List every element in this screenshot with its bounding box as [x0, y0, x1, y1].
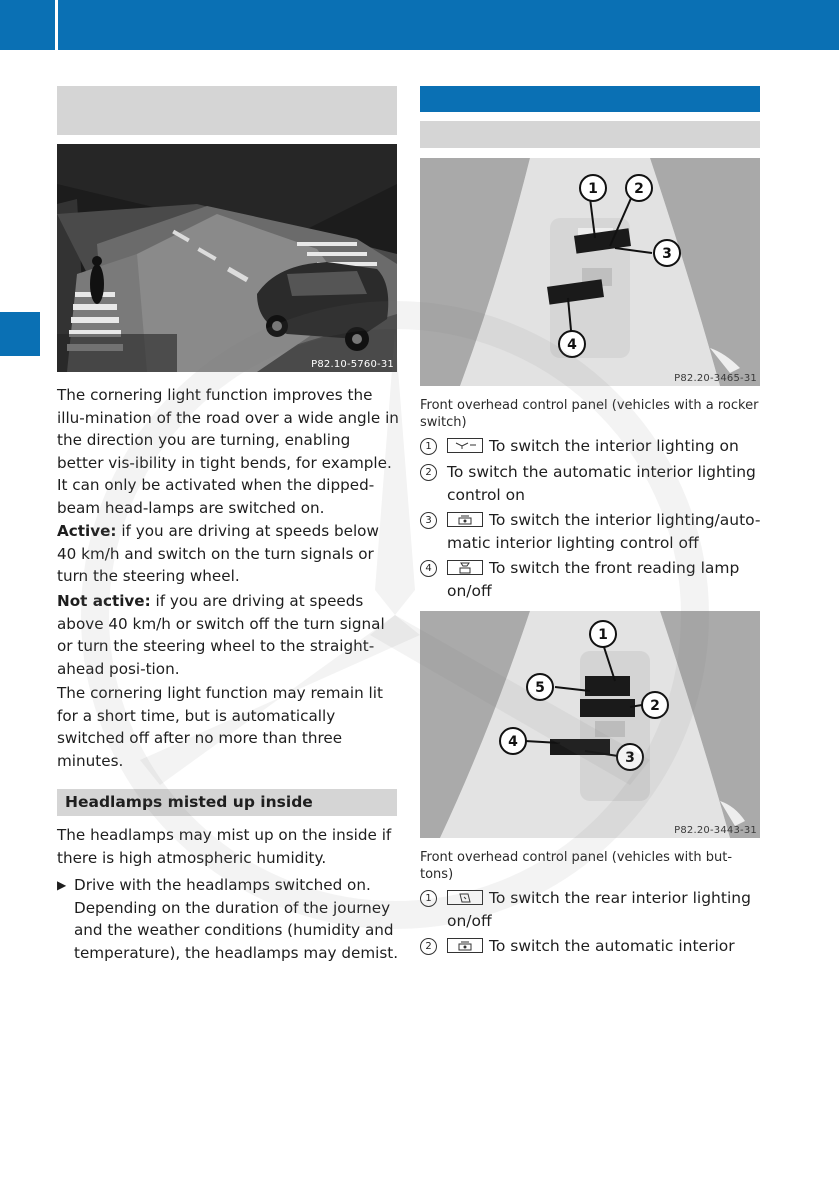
rear-interior-light-icon — [447, 890, 483, 905]
item-text: To switch the rear interior lighting on/off — [447, 889, 751, 930]
subsection-title-bar-right — [420, 121, 760, 148]
callout-3: 3 — [625, 750, 635, 766]
chapter-tab-marker — [0, 312, 40, 356]
section-heading-text: Headlamps misted up inside — [65, 793, 313, 811]
section-heading — [57, 789, 397, 816]
top-header-bar — [0, 0, 839, 50]
active-label: Active: — [57, 522, 117, 540]
callout-2: 2 — [634, 181, 644, 197]
header-divider — [55, 0, 58, 50]
item-number: 2 — [420, 464, 437, 481]
callout-4: 4 — [508, 734, 518, 750]
button-panel-photo — [420, 611, 760, 838]
item-text: To switch the front reading lamp on/off — [447, 559, 740, 600]
callout-5: 5 — [535, 680, 545, 696]
cornering-light-description: The cornering light function improves the illu-mination of the road over a wide angle in the direction you are turning, enabling better vis-ibility in tight bends, for example. It can only be activated when the dipped-beam head-lamps are switched on. — [57, 386, 399, 517]
callout-3: 3 — [662, 246, 672, 262]
active-condition — [57, 520, 399, 588]
item-text: To switch the interior lighting/auto-matic interior lighting control off — [447, 511, 761, 552]
callout-1: 1 — [598, 627, 608, 643]
cornering-light-illustration — [57, 144, 397, 372]
instruction-text: Drive with the headlamps switched on. Depending on the duration of the journey and the weather conditions (humidity and temperature), the headlamps may demist. — [74, 876, 399, 962]
item-text: To switch the automatic interior — [489, 937, 735, 955]
not-active-label: Not active: — [57, 592, 151, 610]
photo-reference-code: P82.20-3443-31 — [674, 825, 757, 836]
callout-2: 2 — [650, 698, 660, 714]
rocker-switch-panel-photo — [420, 158, 760, 386]
photo-reference-code: P82.20-3465-31 — [674, 373, 757, 384]
item-number: 2 — [420, 938, 437, 955]
active-text: if you are driving at speeds below 40 km/h and switch on the turn signals or turn the steering wheel. — [57, 522, 379, 585]
section-title-bar-left — [57, 86, 397, 135]
cornering-light-duration-note: The cornering light function may remain lit for a short time, but is automatically switched off after no more than three minutes. — [57, 684, 383, 770]
automatic-lighting-icon — [447, 938, 483, 953]
item-text: To switch the automatic interior lighting control on — [447, 463, 756, 504]
bullet-arrow-icon: ▶ — [57, 878, 67, 892]
callout-4: 4 — [567, 337, 577, 353]
item-number: 1 — [420, 438, 437, 455]
rocker-panel-caption: Front overhead control panel (vehicles with a rocker switch) — [420, 398, 759, 430]
photo-reference-code: P82.10-5760-31 — [311, 359, 394, 370]
callout-1: 1 — [588, 181, 598, 197]
section-title-bar-right — [420, 86, 760, 112]
not-active-condition — [57, 590, 399, 680]
not-active-text: if you are driving at speeds above 40 km/h or switch off the turn signal or turn the steering wheel to the straight-ahead posi-tion. — [57, 592, 385, 678]
item-number: 3 — [420, 512, 437, 529]
button-panel-caption: Front overhead control panel (vehicles with but-tons) — [420, 850, 733, 882]
item-number: 4 — [420, 560, 437, 577]
interior-light-icon — [447, 438, 483, 453]
reading-lamp-icon — [447, 560, 483, 575]
item-number: 1 — [420, 890, 437, 907]
lighting-off-icon — [447, 512, 483, 527]
headlamp-mist-description: The headlamps may mist up on the inside if there is high atmospheric humidity. — [57, 826, 392, 867]
item-text: To switch the interior lighting on — [489, 437, 739, 455]
